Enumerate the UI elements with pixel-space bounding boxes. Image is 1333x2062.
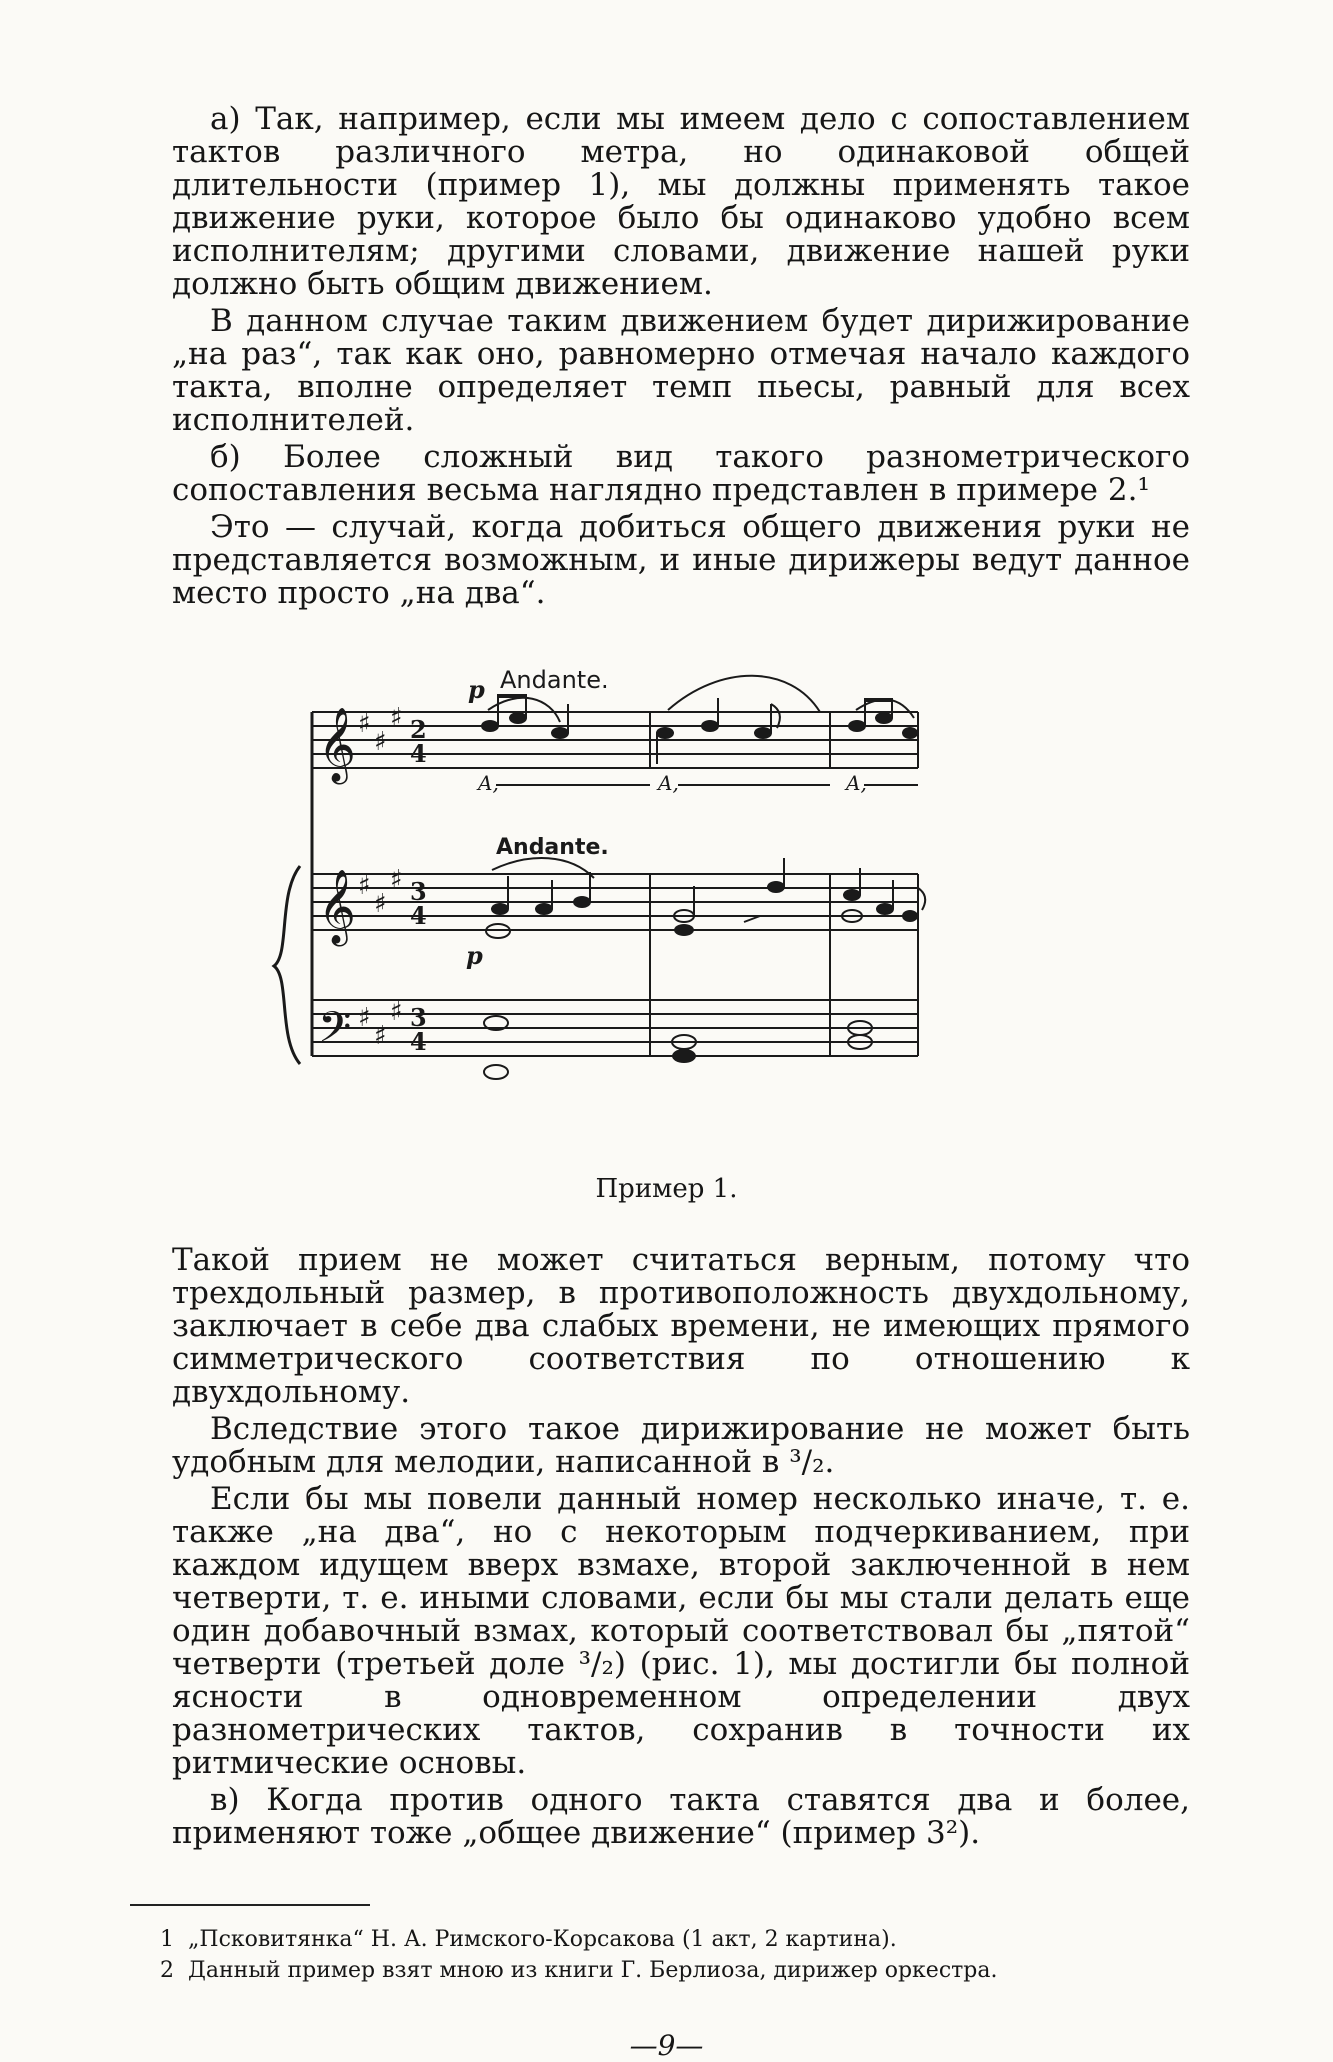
sharp-icon: ♯ [390, 865, 403, 895]
note [484, 1065, 508, 1079]
note [701, 720, 719, 732]
time-signature-denominator: 4 [410, 901, 427, 930]
note [848, 720, 866, 732]
tie-marking: A, [658, 771, 679, 795]
staff-middle [312, 874, 918, 930]
bass-clef-icon: 𝄢 [318, 1003, 352, 1063]
footnote-list [160, 1924, 1210, 1986]
sharp-icon: ♯ [358, 709, 371, 739]
note [551, 727, 569, 739]
note [573, 896, 591, 908]
staff-bottom [312, 1000, 918, 1056]
body-text-bottom [172, 1244, 1190, 1854]
note [875, 712, 893, 724]
note [843, 889, 861, 901]
note [672, 1049, 696, 1063]
sharp-icon: ♯ [390, 703, 403, 733]
time-signature-numerator: 2 [410, 715, 427, 744]
treble-clef-icon: 𝄞 [318, 708, 356, 782]
note [535, 903, 553, 915]
note [754, 727, 772, 739]
tempo-marking: Andante. [496, 835, 609, 860]
footnote: 2 Данный пример взят мною из книги Г. Берлиоза, дирижер оркестра. [160, 1958, 998, 1983]
paragraph: Вследствие этого такое дирижирование не может быть удобным для мелодии, написанной в ³/₂. [172, 1411, 1190, 1480]
sharp-icon: ♯ [374, 727, 387, 757]
footnote: 1 „Псковитянка“ Н. А. Римского-Корсакова (1 акт, 2 картина). [160, 1927, 897, 1952]
sharp-icon: ♯ [358, 871, 371, 901]
note [481, 720, 499, 732]
time-signature-denominator: 4 [410, 1027, 427, 1056]
sharp-icon: ♯ [374, 889, 387, 919]
note [902, 727, 918, 739]
note [656, 727, 674, 739]
music-score-figure [260, 654, 1040, 1134]
paragraph: б) Более сложный вид такого разнометрического сопоставления весьма наглядно представлен в примере 2.¹ [172, 439, 1190, 508]
footnote-separator [130, 1904, 370, 1906]
paragraph: Если бы мы повели данный номер несколько иначе, т. е. также „на два“, но с некоторым подчеркиванием, при каждом идущем вверх взмахе, второй заключенной в нем четверти, т. е. иными словами, если бы мы стали делать еще один добавочный взмах, который соответствовал бы „пятой“ четверти (третьей доле ³/₂) (рис. 1), мы достигли бы полной ясности в одновременном определении двух разнометрических тактов, сохранив в точности их ритмические основы. [172, 1481, 1190, 1781]
treble-clef-icon: 𝄞 [318, 870, 356, 944]
tie-marking: A, [846, 771, 867, 795]
sharp-icon: ♯ [390, 997, 403, 1027]
sharp-icon: ♯ [358, 1003, 371, 1033]
note [491, 903, 509, 915]
figure-caption: Пример 1. [595, 1174, 738, 1204]
body-text-top [172, 103, 1190, 614]
page-number: —9— [629, 2029, 704, 2062]
note [876, 903, 894, 915]
paragraph: в) Когда против одного такта ставятся два и более, применяют тоже „общее движение“ (пример 3²). [172, 1782, 1190, 1851]
note [767, 881, 785, 893]
note [674, 924, 694, 936]
time-signature-denominator: 4 [410, 739, 427, 768]
paragraph: В данном случае таким движением будет дирижирование „на раз“, так как оно, равномерно отмечая начало каждого такта, вполне определяет темп пьесы, равный для всех исполнителей. [172, 303, 1190, 438]
dynamic-marking: p [468, 675, 485, 704]
dynamic-marking: p [466, 941, 483, 970]
sharp-icon: ♯ [374, 1021, 387, 1051]
staff-top [312, 712, 918, 768]
paragraph: а) Так, например, если мы имеем дело с сопоставлением тактов различного метра, но одинаковой общей длительности (пример 1), мы должны применять такое движение руки, которое было бы одинаково удобно всем исполнителям; другими словами, движение нашей руки должно быть общим движением. [172, 101, 1190, 302]
note [509, 712, 527, 724]
paragraph: Это — случай, когда добиться общего движения руки не представляется возможным, и иные дирижеры ведут данное место просто „на два“. [172, 509, 1190, 611]
note [902, 910, 918, 922]
time-signature-numerator: 3 [410, 877, 427, 906]
time-signature-numerator: 3 [410, 1003, 427, 1032]
tie-marking: A, [478, 771, 499, 795]
tempo-marking: Andante. [500, 666, 609, 694]
paragraph: Такой прием не может считаться верным, потому что трехдольный размер, в противоположность двухдольному, заключает в себе два слабых времени, не имеющих прямого симметрического соответствия по отношению к двухдольному. [172, 1242, 1190, 1410]
